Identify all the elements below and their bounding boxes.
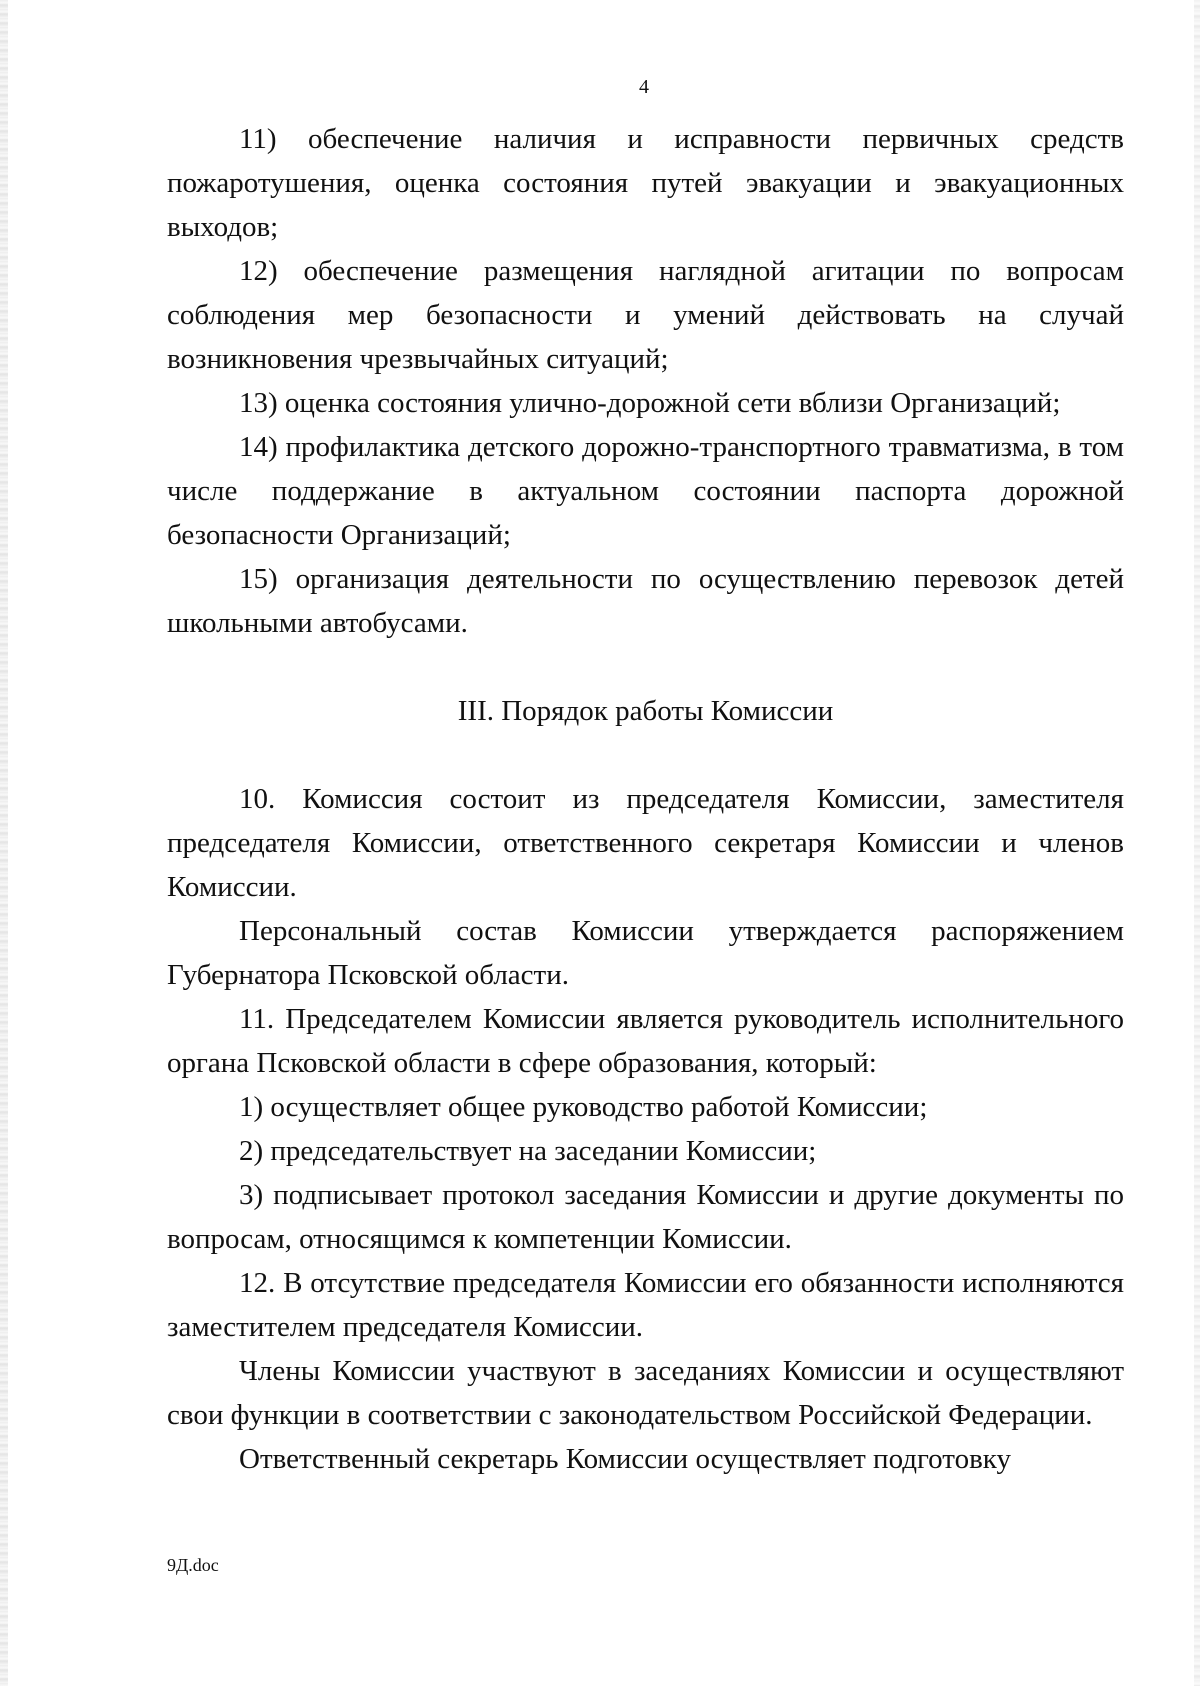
paragraph-duty-1: 1) осуществляет общее руководство работой Комиссии; — [239, 1091, 928, 1123]
paragraph-item-14: 14) профилактика детского дорожно-транспортного травматизма, в том числе поддержание в актуальном состоянии паспорта дорожной безопасности Организаций; — [167, 431, 1124, 551]
scan-edge-right — [1194, 0, 1200, 1686]
document-body — [167, 117, 1124, 1481]
paragraph-item-15: 15) организация деятельности по осуществлению перевозок детей школьными автобусами. — [167, 563, 1124, 639]
paragraph-item-13: 13) оценка состояния улично-дорожной сети вблизи Организаций; — [239, 387, 1061, 419]
spacer — [167, 733, 1124, 777]
paragraph-item-12: 12) обеспечение размещения наглядной агитации по вопросам соблюдения мер безопасности и умений действовать на случай возникновения чрезвычайных ситуаций; — [167, 255, 1124, 375]
page-number: 4 — [639, 76, 649, 98]
paragraph-duty-3: 3) подписывает протокол заседания Комиссии и другие документы по вопросам, относящимся к компетенции Комиссии. — [167, 1179, 1124, 1255]
paragraph-clause-10: 10. Комиссия состоит из председателя Комиссии, заместителя председателя Комиссии, ответственного секретаря Комиссии и членов Комиссии. — [167, 783, 1124, 903]
paragraph-item-11: 11) обеспечение наличия и исправности первичных средств пожаротушения, оценка состояния путей эвакуации и эвакуационных выходов; — [167, 123, 1124, 243]
footer-filename: 9Д.doc — [167, 1555, 219, 1575]
paragraph-clause-12: 12. В отсутствие председателя Комиссии его обязанности исполняются заместителем председателя Комиссии. — [167, 1267, 1124, 1343]
spacer — [167, 645, 1124, 689]
paragraph-members: Члены Комиссии участвуют в заседаниях Комиссии и осуществляют свои функции в соответствии с законодательством Российской Федерации. — [167, 1355, 1124, 1431]
paragraph-duty-2: 2) председательствует на заседании Комиссии; — [239, 1135, 817, 1167]
paragraph-composition: Персональный состав Комиссии утверждается распоряжением Губернатора Псковской области. — [167, 915, 1124, 991]
section-heading: III. Порядок работы Комиссии — [457, 695, 834, 727]
scan-edge-left — [0, 0, 8, 1686]
paragraph-clause-11: 11. Председателем Комиссии является руководитель исполнительного органа Псковской области в сфере образования, который: — [167, 1003, 1124, 1079]
paragraph-secretary: Ответственный секретарь Комиссии осуществляет подготовку — [239, 1443, 1011, 1475]
